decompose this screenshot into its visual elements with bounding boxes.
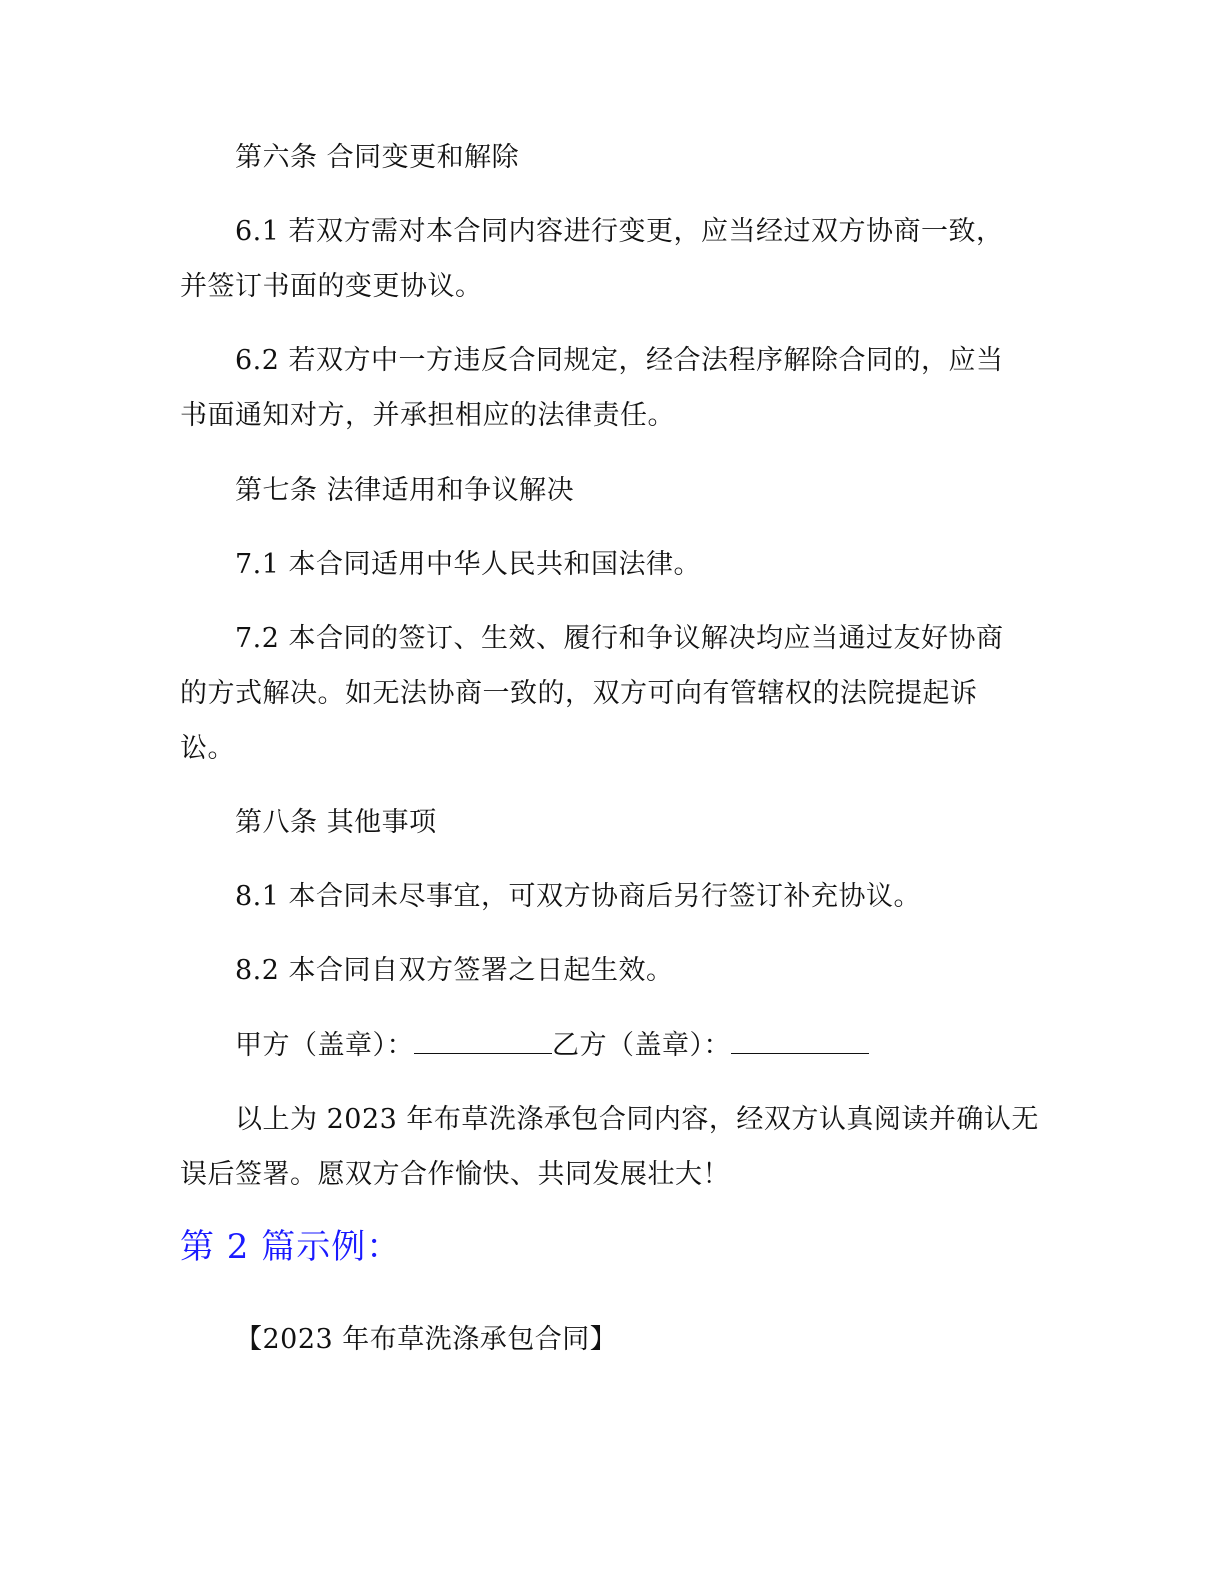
clause-6-2-line-1: 6.2 若双方中一方违反合同规定，经合法程序解除合同的，应当 xyxy=(235,345,1004,376)
clause-8-1: 8.1 本合同未尽事宜，可双方协商后另行签订补充协议。 xyxy=(235,881,922,912)
closing-line-2: 误后签署。愿双方合作愉快、共同发展壮大！ xyxy=(180,1159,730,1190)
party-b-signature-blank xyxy=(731,1031,869,1054)
clause-7-1: 7.1 本合同适用中华人民共和国法律。 xyxy=(235,549,702,580)
party-a-signature-blank xyxy=(414,1031,552,1054)
clause-8-2: 8.2 本合同自双方签署之日起生效。 xyxy=(235,955,674,986)
article-7-heading: 第七条 法律适用和争议解决 xyxy=(235,475,575,506)
contract-title: 【2023 年布草洗涤承包合同】 xyxy=(235,1324,618,1355)
party-b-seal-label: 乙方（盖章）： xyxy=(552,1030,731,1061)
clause-6-2-line-2: 书面通知对方，并承担相应的法律责任。 xyxy=(180,400,675,431)
clause-6-1-line-2: 并签订书面的变更协议。 xyxy=(180,271,483,302)
article-6-heading: 第六条 合同变更和解除 xyxy=(235,142,520,173)
clause-7-2-line-3: 讼。 xyxy=(180,733,235,764)
article-8-heading: 第八条 其他事项 xyxy=(235,807,437,838)
clause-6-1-line-1: 6.1 若双方需对本合同内容进行变更，应当经过双方协商一致， xyxy=(235,216,1004,247)
clause-7-2-line-1: 7.2 本合同的签订、生效、履行和争议解决均应当通过友好协商 xyxy=(235,623,1004,654)
clause-7-2-line-2: 的方式解决。如无法协商一致的，双方可向有管辖权的法院提起诉 xyxy=(180,678,978,709)
closing-line-1: 以上为 2023 年布草洗涤承包合同内容，经双方认真阅读并确认无 xyxy=(235,1104,1039,1135)
signature-line xyxy=(235,1028,869,1064)
example-2-heading: 第 2 篇示例： xyxy=(180,1227,402,1267)
party-a-seal-label: 甲方（盖章）： xyxy=(235,1030,414,1061)
